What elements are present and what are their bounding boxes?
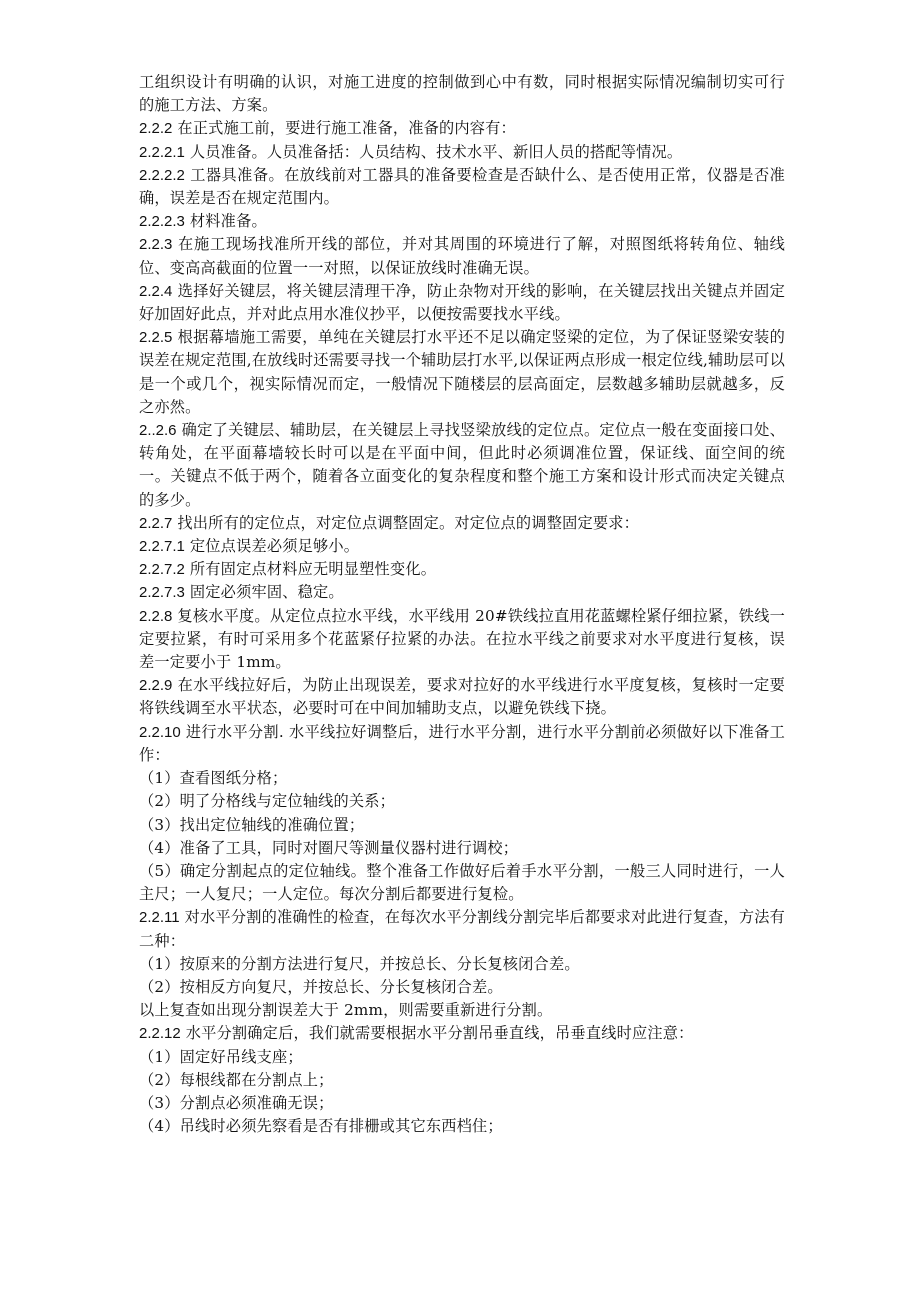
paragraph-text: 定位点误差必须足够小。 (189, 537, 360, 556)
paragraph-text: 在正式施工前，要进行施工准备，准备的内容有： (177, 119, 516, 138)
paragraph (139, 581, 785, 604)
paragraph (139, 210, 785, 233)
paragraph (139, 512, 785, 535)
list-item (139, 860, 785, 906)
paragraph-text: 选择好关键层，将关键层清理干净，防止杂物对开线的影响，在关键层找出关键点并固定好加固好此点，并对此点用水准仪抄平，以便按需要找水平线。 (139, 281, 785, 324)
paragraph (139, 419, 785, 512)
paragraph (139, 906, 785, 952)
paragraph-text: 所有固定点材料应无明显塑性变化。 (189, 560, 437, 579)
paragraph-text: （4）准备了工具，同时对圈尺等测量仪器村进行调校； (139, 838, 519, 857)
paragraph (139, 605, 785, 675)
list-item (139, 1046, 785, 1069)
section-number: 2.2.8 (139, 607, 173, 625)
paragraph-text: （1）查看图纸分格； (139, 769, 288, 788)
paragraph-text: （3）找出定位轴线的准确位置； (139, 815, 365, 834)
section-number: 2..2.6 (139, 422, 177, 440)
paragraph-text: 水平分割确定后，我们就需要根据水平分割吊垂直线，吊垂直线时应注意： (185, 1024, 694, 1043)
section-number: 2.2.2.1 (139, 143, 185, 161)
section-number: 2.2.7.1 (139, 538, 185, 556)
paragraph-text: 以上复查如出现分割误差大于 2mm，则需要重新进行分割。 (139, 1001, 553, 1020)
paragraph-text: （1）固定好吊线支座； (139, 1047, 303, 1066)
paragraph-text: （4）吊线时必须先察看是否有排栅或其它东西档住； (139, 1117, 503, 1136)
paragraph (139, 233, 785, 279)
section-number: 2.2.7.2 (139, 561, 185, 579)
paragraph-text: 根据幕墙施工需要，单纯在关键层打水平还不足以确定竖梁的定位，为了保证竖梁安装的误差在规定范围,在放线时还需要寻找一个辅助层打水平,以保证两点形成一根定位线,辅助层可以是一个或几个，视实际情况而定，一般情况下随楼层的层高面定，层数越多辅助层就越多，反之亦然。 (139, 328, 785, 416)
paragraph-text: 工器具准备。在放线前对工器具的准备要检查是否缺什么、是否使用正常，仪器是否准确，误差是否在规定范围内。 (139, 165, 785, 208)
paragraph-text: （1）按原来的分割方法进行复尺，并按总长、分长复核闭合差。 (139, 954, 580, 973)
paragraph-text: 人员准备。人员准备括：人员结构、技术水平、新旧人员的搭配等情况。 (189, 142, 683, 161)
section-number: 2.2.5 (139, 329, 173, 347)
list-item (139, 1115, 785, 1138)
paragraph (139, 71, 785, 117)
paragraph (139, 558, 785, 581)
paragraph (139, 280, 785, 326)
section-number: 2.2.11 (139, 909, 180, 927)
paragraph-text: （2）明了分格线与定位轴线的关系； (139, 792, 396, 811)
section-number: 2.2.9 (139, 677, 173, 695)
paragraph (139, 721, 785, 767)
paragraph (139, 326, 785, 419)
section-number: 2.2.2.3 (139, 213, 185, 231)
paragraph (139, 141, 785, 164)
paragraph-text: 在水平线拉好后，为防止出现误差，要求对拉好的水平线进行水平度复核，复核时一定要将铁线调至水平状态，必要时可在中间加辅助支点，以避免铁线下挠。 (139, 676, 785, 718)
paragraph (139, 535, 785, 558)
list-item (139, 814, 785, 837)
section-number: 2.2.10 (139, 723, 181, 741)
document-body (139, 71, 785, 1138)
section-number: 2.2.2.2 (139, 166, 185, 184)
list-item (139, 953, 785, 976)
paragraph-text: 在施工现场找准所开线的部位，并对其周围的环境进行了解，对照图纸将转角位、轴线位、变高高截面的位置一一对照，以保证放线时准确无误。 (139, 235, 785, 277)
section-number: 2.2.7.3 (139, 584, 185, 602)
list-item (139, 1092, 785, 1115)
paragraph (139, 117, 785, 140)
paragraph-text: 工组织设计有明确的认识，对施工进度的控制做到心中有数，同时根据实际情况编制切实可行的施工方法、方案。 (139, 73, 785, 115)
section-number: 2.2.3 (139, 236, 173, 254)
list-item (139, 1069, 785, 1092)
paragraph-text: （3）分割点必须准确无误； (139, 1093, 334, 1112)
paragraph-text: 确定了关键层、辅助层，在关键层上寻找竖梁放线的定位点。定位点一般在变面接口处、转角处，在平面幕墙较长时可以是在平面中间，但此时必须调准位置，保证线、面空间的统一。关键点不低于两个，随着各立面变化的复杂程度和整个施工方案和设计形式而决定关键点的多少。 (139, 421, 785, 509)
paragraph-text: 找出所有的定位点，对定位点调整固定。对定位点的调整固定要求： (177, 513, 640, 532)
paragraph-text: 材料准备。 (189, 212, 267, 231)
paragraph-text: （2）每根线都在分割点上； (139, 1070, 334, 1089)
paragraph (139, 999, 785, 1022)
paragraph (139, 1022, 785, 1045)
section-number: 2.2.12 (139, 1025, 181, 1043)
section-number: 2.2.7 (139, 514, 173, 532)
section-number: 2.2.4 (139, 282, 173, 300)
paragraph (139, 674, 785, 720)
paragraph (139, 164, 785, 210)
list-item (139, 976, 785, 999)
paragraph-text: （5）确定分割起点的定位轴线。整个准备工作做好后着手水平分割，一般三人同时进行，一人主尺；一人复尺；一人定位。每次分割后都要进行复检。 (139, 861, 785, 904)
list-item (139, 790, 785, 813)
section-number: 2.2.2 (139, 120, 173, 138)
list-item (139, 837, 785, 860)
paragraph-text: 对水平分割的准确性的检查，在每次水平分割线分割完毕后都要求对此进行复查，方法有二种： (139, 908, 785, 950)
paragraph-text: 复核水平度。从定位点拉水平线，水平线用 20#铁线拉直用花蓝螺栓紧仔细拉紧，铁线一定要拉紧，有时可采用多个花蓝紧仔拉紧的办法。在拉水平线之前要求对水平度进行复核，误差一定要小于 1mm。 (139, 606, 785, 672)
list-item (139, 767, 785, 790)
paragraph-text: 进行水平分割. 水平线拉好调整后，进行水平分割，进行水平分割前必须做好以下准备工作： (139, 722, 786, 764)
paragraph-text: （2）按相反方向复尺，并按总长、分长复核闭合差。 (139, 977, 503, 996)
paragraph-text: 固定必须牢固、稳定。 (189, 583, 344, 602)
